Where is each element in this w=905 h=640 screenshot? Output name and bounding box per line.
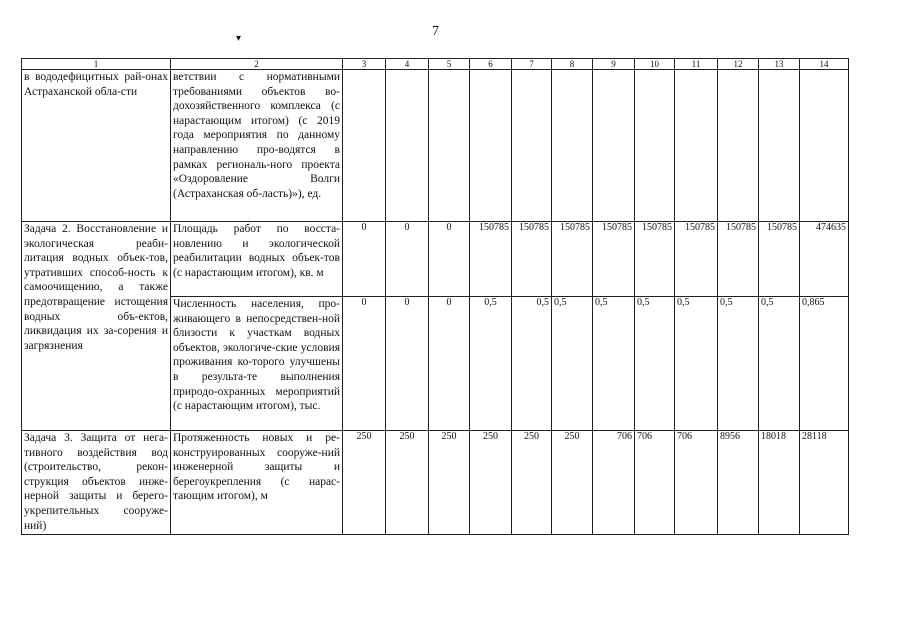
table-row xyxy=(22,222,849,297)
table-row xyxy=(22,431,849,535)
table-row xyxy=(22,70,849,222)
column-number: 3 xyxy=(343,59,386,70)
value-cell: 150785 xyxy=(470,222,512,297)
value-cell: 0,865 xyxy=(800,297,849,431)
value-cell: 0 xyxy=(386,297,429,431)
value-cell: 18018 xyxy=(759,431,800,535)
value-cell xyxy=(593,70,635,222)
value-cell: 0,5 xyxy=(470,297,512,431)
page-number: 7 xyxy=(432,24,439,39)
column-number: 4 xyxy=(386,59,429,70)
column-number: 14 xyxy=(800,59,849,70)
value-cell: 0 xyxy=(429,297,470,431)
value-cell: 0,5 xyxy=(512,297,552,431)
value-cell: 250 xyxy=(386,431,429,535)
value-cell xyxy=(718,70,759,222)
task-cell: Задача 3. Защита от нега-тивного воздействия вод (строительство, рекон-струкция объектов инже-нерной защиты и берего-укрепительных сооруже-ний) xyxy=(22,431,171,535)
value-cell xyxy=(470,70,512,222)
value-cell xyxy=(759,70,800,222)
value-cell: 0 xyxy=(429,222,470,297)
value-cell: 150785 xyxy=(718,222,759,297)
value-cell xyxy=(800,70,849,222)
value-cell: 0 xyxy=(386,222,429,297)
column-number: 1 xyxy=(22,59,171,70)
indicator-cell: Протяженность новых и ре-конструированных сооруже-ний инженерной защиты и берегоукрепления (с нарас-тающим итогом), м xyxy=(171,431,343,535)
value-cell: 0,5 xyxy=(635,297,675,431)
value-cell: 150785 xyxy=(759,222,800,297)
column-number-row xyxy=(22,59,849,70)
value-cell: 0,5 xyxy=(552,297,593,431)
indicator-cell: Численность населения, про-живающего в непосредствен-ной близости к участкам водных объектов, экологиче-ские условия проживания ко-торого улучшены в результа-те выполнения природо-охранных мероприятий (с нарастающим итогом), тыс. xyxy=(171,297,343,431)
value-cell xyxy=(429,70,470,222)
indicators-table xyxy=(21,58,849,535)
column-number: 13 xyxy=(759,59,800,70)
value-cell: 0 xyxy=(343,297,386,431)
value-cell: 250 xyxy=(343,431,386,535)
column-number: 2 xyxy=(171,59,343,70)
value-cell: 0 xyxy=(343,222,386,297)
value-cell: 250 xyxy=(429,431,470,535)
value-cell: 0,5 xyxy=(718,297,759,431)
value-cell xyxy=(343,70,386,222)
column-number: 12 xyxy=(718,59,759,70)
task-cell: в вододефицитных рай-онах Астраханской обла-сти xyxy=(22,70,171,222)
indicator-cell: ветствии с нормативными требованиями объектов во-дохозяйственного комплекса (с нарастающим итогом) (с 2019 года мероприятия по данному направлению про-водятся в рамках региональ-ного проекта «Оздоровление Волги (Астраханская об-ласть)»), ед. xyxy=(171,70,343,222)
value-cell: 250 xyxy=(470,431,512,535)
task-cell: Задача 2. Восстановление и экологическая реаби-литация водных объек-тов, утративших способ-ность к самоочищению, а также предотвращение истощения водных объ-ектов, ликвидация их за-сорения и загрязнения xyxy=(22,222,171,431)
value-cell xyxy=(512,70,552,222)
value-cell: 150785 xyxy=(593,222,635,297)
value-cell: 474635 xyxy=(800,222,849,297)
stray-mark: ▾ xyxy=(236,33,242,44)
column-number: 9 xyxy=(593,59,635,70)
value-cell: 28118 xyxy=(800,431,849,535)
value-cell: 706 xyxy=(593,431,635,535)
column-number: 6 xyxy=(470,59,512,70)
value-cell: 706 xyxy=(675,431,718,535)
value-cell: 0,5 xyxy=(593,297,635,431)
value-cell: 150785 xyxy=(675,222,718,297)
column-number: 7 xyxy=(512,59,552,70)
column-number: 10 xyxy=(635,59,675,70)
value-cell: 706 xyxy=(635,431,675,535)
value-cell: 0,5 xyxy=(759,297,800,431)
indicator-cell: Площадь работ по восста-новлению и экологической реабилитации водных объек-тов (с нарастающим итогом), кв. м xyxy=(171,222,343,297)
value-cell: 150785 xyxy=(512,222,552,297)
column-number: 8 xyxy=(552,59,593,70)
column-number: 5 xyxy=(429,59,470,70)
column-number: 11 xyxy=(675,59,718,70)
value-cell xyxy=(635,70,675,222)
value-cell: 250 xyxy=(552,431,593,535)
value-cell xyxy=(386,70,429,222)
value-cell: 0,5 xyxy=(675,297,718,431)
value-cell xyxy=(552,70,593,222)
value-cell: 250 xyxy=(512,431,552,535)
value-cell: 8956 xyxy=(718,431,759,535)
value-cell: 150785 xyxy=(552,222,593,297)
value-cell xyxy=(675,70,718,222)
value-cell: 150785 xyxy=(635,222,675,297)
